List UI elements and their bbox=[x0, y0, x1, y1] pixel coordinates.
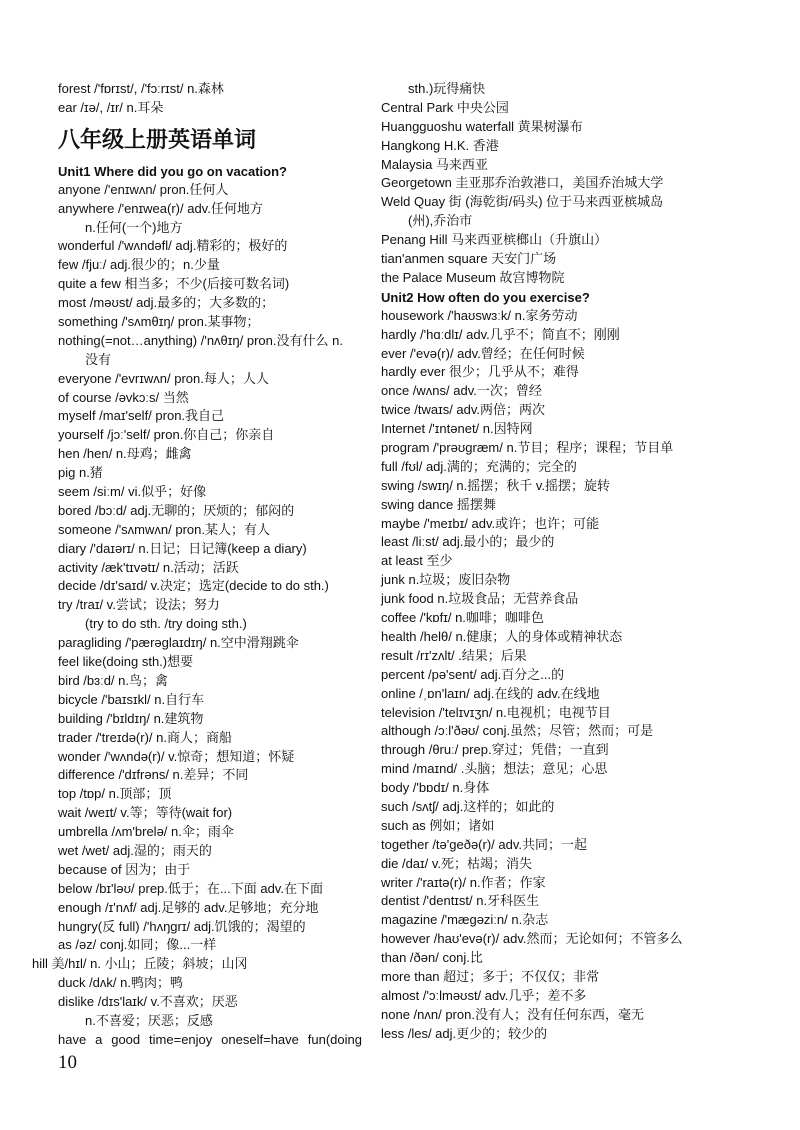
entry-line: ever /'evə(r)/ adv.曾经；在任何时候 bbox=[381, 345, 585, 361]
entry-line: although /ɔːl'ðəʊ/ conj.虽然；尽管；然而；可是 bbox=[381, 723, 654, 739]
entry-line: such as 例如；诸如 bbox=[381, 817, 495, 833]
entry-line: at least 至少 bbox=[381, 553, 453, 569]
entry-line: someone /'sʌmwʌn/ pron.某人；有人 bbox=[58, 521, 270, 537]
entry-line: however /haʊ'evə(r)/ adv.然而；无论如何；不管多么 bbox=[381, 931, 683, 947]
entry-line: 没有 bbox=[85, 351, 112, 367]
entry-line: swing /swɪŋ/ n.摇摆；秋千 v.摇摆；旋转 bbox=[381, 477, 611, 493]
entry-line: enough /ɪ'nʌf/ adj.足够的 adv.足够地；充分地 bbox=[58, 899, 319, 915]
entry-line: n.不喜爱；厌恶；反感 bbox=[85, 1012, 213, 1028]
entry-line: building /'bɪldɪŋ/ n.建筑物 bbox=[58, 710, 204, 726]
entry-line: hen /hen/ n.母鸡；雌禽 bbox=[58, 446, 192, 462]
entry-line: coffee /'kɒfɪ/ n.咖啡；咖啡色 bbox=[381, 610, 544, 626]
entry-line: swing dance 摇摆舞 bbox=[381, 496, 496, 512]
entry-line: least /liːst/ adj.最小的；最少的 bbox=[381, 534, 555, 550]
entry-line: none /nʌn/ pron.没有人；没有任何东西，毫无 bbox=[381, 1006, 644, 1022]
entry-line: junk food n.垃圾食品；无营养食品 bbox=[381, 591, 579, 607]
entry-line: umbrella /ʌm'brelə/ n.伞；雨伞 bbox=[58, 824, 234, 840]
entry-line: Hangkong H.K. 香港 bbox=[381, 137, 499, 153]
left-entries-a bbox=[58, 181, 370, 956]
entry-line: ear /ɪə/, /ɪr/ n.耳朵 bbox=[58, 99, 164, 115]
entry-line: seem /siːm/ vi.似乎；好像 bbox=[58, 484, 207, 500]
entry-line: hardly /'hɑːdlɪ/ adv.几乎不；简直不；刚刚 bbox=[381, 326, 620, 342]
entry-line: anyone /'enɪwʌn/ pron.任何人 bbox=[58, 181, 229, 197]
left-column bbox=[32, 80, 370, 1050]
entry-line: Central Park 中央公园 bbox=[381, 99, 509, 115]
entry-line: maybe /'meɪbɪ/ adv.或许；也许；可能 bbox=[381, 515, 600, 531]
entry-line: sth.)玩得痛快 bbox=[408, 81, 486, 96]
entry-line: bird /bɜːd/ n.鸟；禽 bbox=[58, 672, 168, 688]
unit2-heading: Unit2 How often do you exercise? bbox=[381, 289, 590, 305]
entry-line: full /fʊl/ adj.满的；充满的；完全的 bbox=[381, 458, 577, 474]
right-column bbox=[381, 80, 701, 1044]
entry-line: magazine /'mægəziːn/ n.杂志 bbox=[381, 912, 549, 928]
entry-line: bicycle /'baɪsɪkl/ n.自行车 bbox=[58, 691, 205, 707]
entry-line: less /les/ adj.更少的；较少的 bbox=[381, 1025, 548, 1041]
right-entries-b bbox=[381, 307, 701, 1044]
entry-line: dentist /'dentɪst/ n.牙科医生 bbox=[381, 893, 540, 909]
entry-line: myself /maɪ'self/ pron.我自己 bbox=[58, 408, 225, 424]
entry-line: top /tɒp/ n.顶部；顶 bbox=[58, 786, 172, 802]
entry-line-hill: hill 美/hɪl/ n. 小山；丘陵；斜坡；山冈 bbox=[32, 956, 248, 972]
entry-line: dislike /dɪs'laɪk/ v.不喜欢；厌恶 bbox=[58, 994, 238, 1010]
entry-line: hardly ever 很少；几乎从不；难得 bbox=[381, 364, 579, 380]
entry-line: of course /əvkɔːs/ 当然 bbox=[58, 389, 189, 405]
entry-line: tian'anmen square 天安门广场 bbox=[381, 251, 557, 267]
entry-line: diary /'daɪərɪ/ n.日记；日记簿(keep a diary) bbox=[58, 540, 307, 556]
entry-line: duck /dʌk/ n.鸭肉；鸭 bbox=[58, 975, 183, 991]
entry-line: Malaysia 马来西亚 bbox=[381, 156, 488, 172]
entry-line: than /ðən/ conj.比 bbox=[381, 950, 483, 966]
entry-line: Penang Hill 马来西亚槟榔山（升旗山） bbox=[381, 232, 608, 248]
entry-line: paragliding /'pærəglaɪdɪŋ/ n.空中滑翔跳伞 bbox=[58, 635, 299, 651]
entry-line: difference /'dɪfrəns/ n.差异；不同 bbox=[58, 767, 249, 783]
entry-line: housework /'haʊswɜːk/ n.家务劳动 bbox=[381, 307, 578, 323]
left-pre-lines bbox=[58, 80, 370, 118]
entry-line: trader /'treɪdə(r)/ n.商人；商船 bbox=[58, 729, 232, 745]
right-entries-a bbox=[381, 80, 701, 288]
entry-line: (try to do sth. /try doing sth.) bbox=[85, 616, 247, 632]
entry-line: die /daɪ/ v.死；枯竭；消失 bbox=[381, 855, 533, 871]
entry-line: as /əz/ conj.如同；像...一样 bbox=[58, 937, 217, 953]
entry-line: twice /twaɪs/ adv.两倍；两次 bbox=[381, 402, 546, 418]
page-number: 10 bbox=[58, 1052, 77, 1073]
entry-line: once /wʌns/ adv.一次；曾经 bbox=[381, 383, 542, 399]
entry-line: nothing(=not…anything) /'nʌθɪŋ/ pron.没有什么 n. bbox=[58, 332, 343, 348]
entry-line: wonder /'wʌndə(r)/ v.惊奇；想知道；怀疑 bbox=[58, 748, 295, 764]
entry-line: body /'bɒdɪ/ n.身体 bbox=[381, 780, 490, 796]
entry-line: feel like(doing sth.)想要 bbox=[58, 654, 194, 670]
entry-line: Internet /'ɪntənet/ n.因特网 bbox=[381, 421, 533, 437]
entry-line: quite a few 相当多；不少(后接可数名词) bbox=[58, 276, 290, 292]
entry-line: yourself /jɔː'self/ pron.你自己；你亲自 bbox=[58, 427, 275, 443]
entry-line: together /tə'geðə(r)/ adv.共同；一起 bbox=[381, 836, 587, 852]
entry-line: forest /'fɒrɪst/, /'fɔːrɪst/ n.森林 bbox=[58, 81, 224, 96]
entry-line: try /traɪ/ v.尝试；设法；努力 bbox=[58, 597, 220, 613]
entry-line: bored /bɔːd/ adj.无聊的；厌烦的；郁闷的 bbox=[58, 502, 295, 518]
entry-line: wonderful /'wʌndəfl/ adj.精彩的；极好的 bbox=[58, 238, 288, 254]
entry-line: something /'sʌmθɪŋ/ pron.某事物； bbox=[58, 314, 260, 330]
entry-line: hungry(反 full) /'hʌŋgrɪ/ adj.饥饿的；渴望的 bbox=[58, 918, 306, 934]
entry-line: activity /æk'tɪvətɪ/ n.活动；活跃 bbox=[58, 559, 239, 575]
entry-line: Georgetown 圭亚那乔治敦港口，美国乔治城大学 bbox=[381, 175, 664, 191]
entry-line: Weld Quay 街 (海乾街/码头) 位于马来西亚槟城岛 bbox=[381, 194, 664, 210]
entry-line: such /sʌtʃ/ adj.这样的；如此的 bbox=[381, 798, 555, 814]
entry-line: online /ˌɒn'laɪn/ adj.在线的 adv.在线地 bbox=[381, 685, 600, 701]
page-title: 八年级上册英语单词 bbox=[58, 127, 257, 153]
entry-line: more than 超过；多于；不仅仅；非常 bbox=[381, 968, 600, 984]
entry-line: writer /'raɪtə(r)/ n.作者；作家 bbox=[381, 874, 546, 890]
entry-line: decide /dɪ'saɪd/ v.决定；选定(decide to do sth.) bbox=[58, 578, 329, 594]
entry-line: because of 因为；由于 bbox=[58, 861, 191, 877]
entry-line: (州),乔治市 bbox=[408, 213, 473, 229]
entry-line: wait /weɪt/ v.等；等待(wait for) bbox=[58, 805, 233, 821]
left-entries-b bbox=[58, 974, 370, 1031]
entry-line: percent /pə'sent/ adj.百分之...的 bbox=[381, 666, 565, 682]
entry-line: below /bɪ'ləʊ/ prep.低于；在...下面 adv.在下面 bbox=[58, 880, 323, 896]
entry-line: the Palace Museum 故宫博物院 bbox=[381, 269, 565, 285]
entry-line-have-a-good-time: have a good time=enjoy oneself=have fun(doing bbox=[58, 1031, 362, 1047]
entry-line: health /helθ/ n.健康；人的身体或精神状态 bbox=[381, 628, 623, 644]
entry-line: most /məʊst/ adj.最多的；大多数的； bbox=[58, 295, 275, 311]
entry-line: wet /wet/ adj.湿的；雨天的 bbox=[58, 842, 212, 858]
entry-line: few /fjuː/ adj.很少的；n.少量 bbox=[58, 257, 220, 273]
entry-line: junk n.垃圾；废旧杂物 bbox=[381, 572, 511, 588]
entry-line: almost /'ɔːlməʊst/ adv.几乎；差不多 bbox=[381, 987, 587, 1003]
unit1-heading: Unit1 Where did you go on vacation? bbox=[58, 163, 287, 179]
entry-line: television /'telɪvɪʒn/ n.电视机；电视节目 bbox=[381, 704, 611, 720]
entry-line: anywhere /'enɪwea(r)/ adv.任何地方 bbox=[58, 200, 263, 216]
entry-line: through /θruː/ prep.穿过；凭借；一直到 bbox=[381, 742, 609, 758]
entry-line: everyone /'evrɪwʌn/ pron.每人；人人 bbox=[58, 370, 269, 386]
entry-line: mind /maɪnd/ .头脑；想法；意见；心思 bbox=[381, 761, 608, 777]
entry-line: n.任何(一个)地方 bbox=[85, 219, 183, 235]
entry-line: program /'prəʊgræm/ n.节目；程序；课程；节目单 bbox=[381, 440, 674, 456]
entry-line: result /rɪ'zʌlt/ .结果；后果 bbox=[381, 647, 527, 663]
entry-line: pig n.猪 bbox=[58, 465, 103, 481]
entry-line: Huangguoshu waterfall 黄果树瀑布 bbox=[381, 118, 583, 134]
